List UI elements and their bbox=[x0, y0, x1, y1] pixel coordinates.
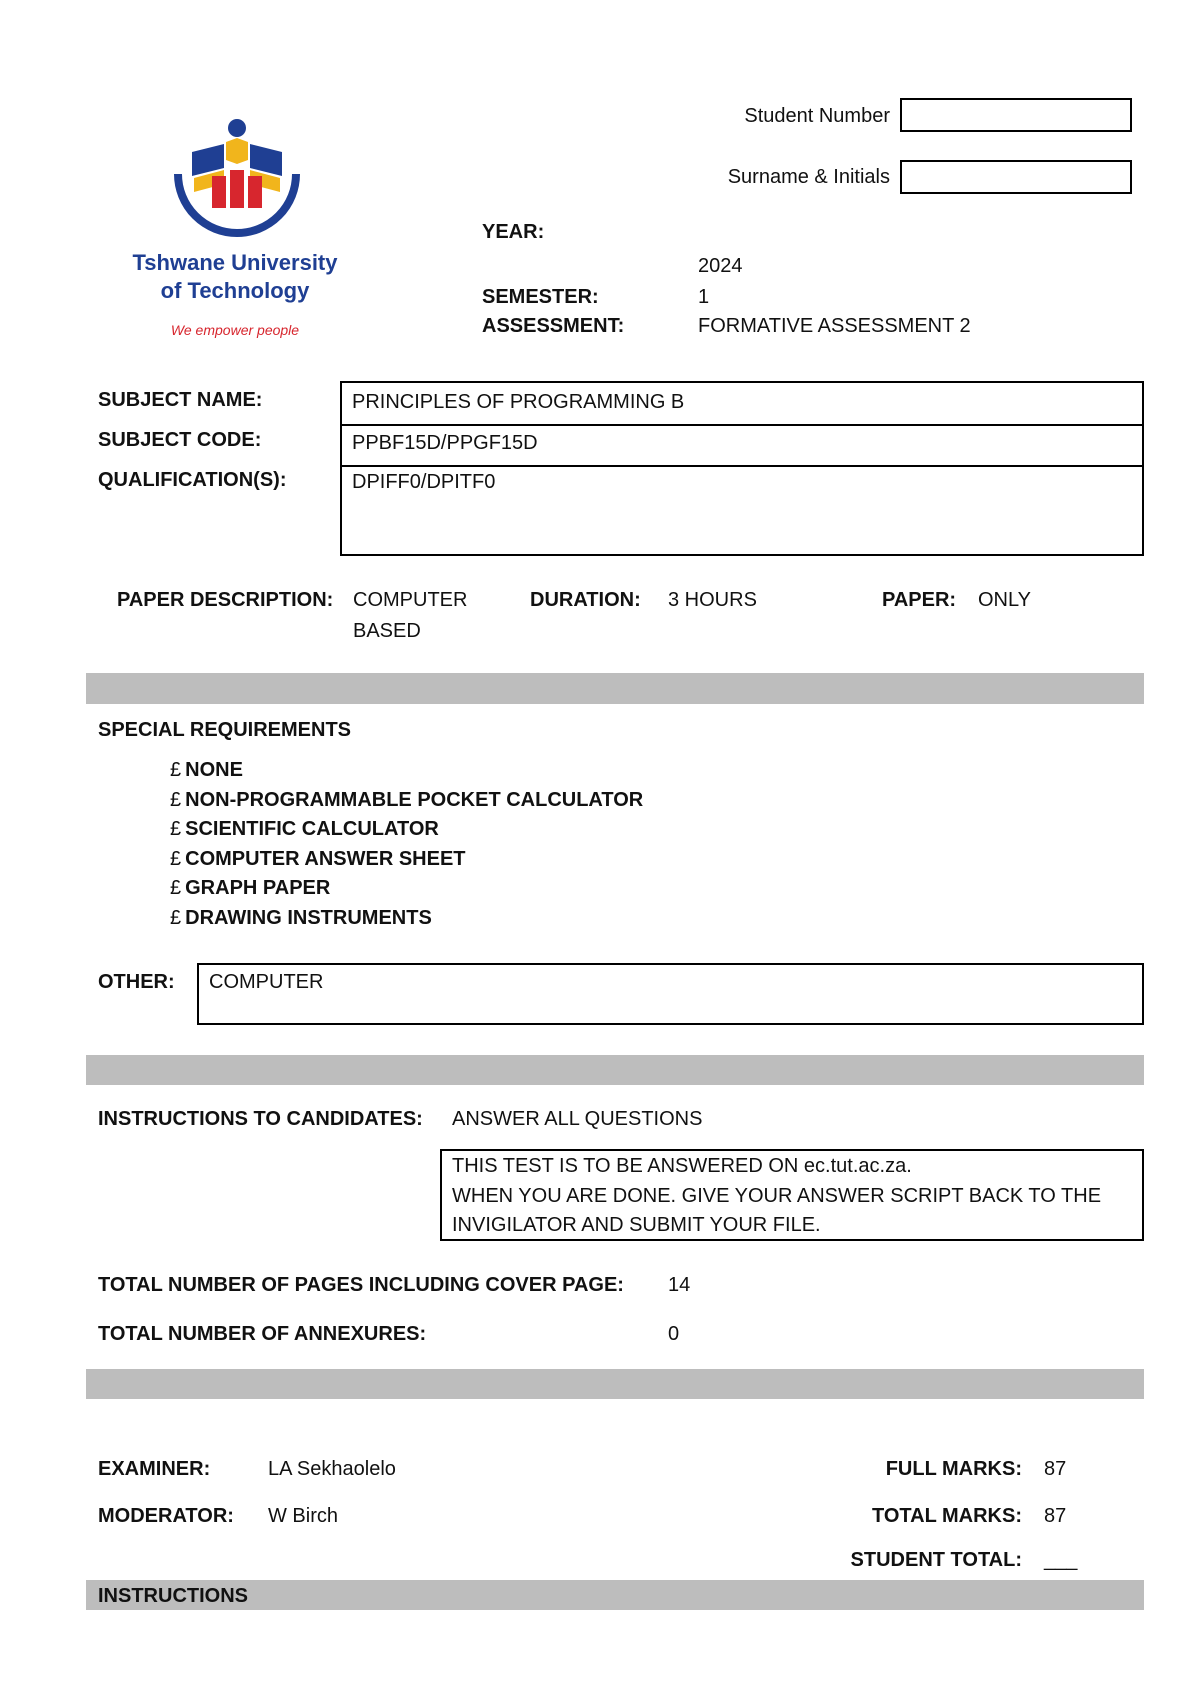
moderator-label: MODERATOR: bbox=[98, 1505, 234, 1527]
total-marks-value: 87 bbox=[1044, 1505, 1067, 1527]
university-tagline: We empower people bbox=[170, 322, 300, 338]
semester-value: 1 bbox=[698, 286, 710, 308]
checkbox-bullet: £ bbox=[170, 818, 182, 840]
surname-field[interactable] bbox=[900, 160, 1132, 194]
other-label: OTHER: bbox=[98, 971, 175, 993]
section-divider-3 bbox=[86, 1369, 1144, 1399]
instructions-box-line3: INVIGILATOR AND SUBMIT YOUR FILE. bbox=[452, 1214, 821, 1236]
qualification-value: DPIFF0/DPITF0 bbox=[352, 471, 496, 493]
subject-code-value: PPBF15D/PPGF15D bbox=[352, 432, 538, 454]
section-divider-1 bbox=[86, 673, 1144, 704]
instructions-box-line1: THIS TEST IS TO BE ANSWERED ON ec.tut.ac.za. bbox=[452, 1155, 912, 1177]
requirement-item bbox=[170, 815, 643, 845]
moderator-value: W Birch bbox=[268, 1505, 338, 1527]
checkbox-bullet: £ bbox=[170, 788, 182, 811]
total-pages-label: TOTAL NUMBER OF PAGES INCLUDING COVER PAGE: bbox=[98, 1274, 624, 1296]
instructions-main: ANSWER ALL QUESTIONS bbox=[452, 1108, 703, 1130]
surname-label: Surname & Initials bbox=[727, 166, 890, 188]
checkbox-bullet: £ bbox=[170, 906, 182, 929]
requirement-item bbox=[170, 845, 643, 875]
student-total-value[interactable]: ___ bbox=[1044, 1549, 1078, 1571]
year-label: YEAR: bbox=[482, 221, 545, 243]
other-box bbox=[197, 963, 1144, 1025]
requirement-label: NONE bbox=[185, 759, 243, 781]
checkbox-bullet: £ bbox=[170, 877, 182, 899]
requirement-label: DRAWING INSTRUMENTS bbox=[185, 906, 432, 929]
requirement-item bbox=[170, 756, 643, 786]
paper-description-line2: BASED bbox=[353, 620, 421, 642]
student-total-label: STUDENT TOTAL: bbox=[850, 1549, 1022, 1571]
checkbox-bullet: £ bbox=[170, 847, 182, 870]
university-name-line1: Tshwane University bbox=[132, 250, 338, 275]
examiner-label: EXAMINER: bbox=[98, 1458, 211, 1480]
subject-table bbox=[340, 381, 1144, 556]
total-pages-value: 14 bbox=[668, 1274, 691, 1296]
semester-label: SEMESTER: bbox=[482, 286, 599, 308]
subject-name-value: PRINCIPLES OF PROGRAMMING B bbox=[352, 391, 685, 413]
full-marks-label: FULL MARKS: bbox=[885, 1458, 1022, 1480]
instructions-box bbox=[440, 1149, 1144, 1241]
requirements-list bbox=[170, 756, 643, 933]
year-value: 2024 bbox=[698, 255, 743, 277]
requirement-label: SCIENTIFIC CALCULATOR bbox=[185, 818, 439, 840]
assessment-label: ASSESSMENT: bbox=[482, 315, 625, 337]
student-number-field[interactable] bbox=[900, 98, 1132, 132]
university-logo bbox=[168, 114, 306, 242]
university-name-line2: of Technology bbox=[160, 278, 310, 303]
special-requirements-title: SPECIAL REQUIREMENTS bbox=[98, 719, 351, 741]
paper-description-line1: COMPUTER bbox=[353, 589, 468, 611]
checkbox-bullet: £ bbox=[170, 759, 182, 781]
assessment-value: FORMATIVE ASSESSMENT 2 bbox=[698, 315, 971, 337]
student-number-label: Student Number bbox=[744, 105, 890, 127]
full-marks-value: 87 bbox=[1044, 1458, 1067, 1480]
requirement-label: COMPUTER ANSWER SHEET bbox=[185, 847, 466, 870]
requirement-label: NON-PROGRAMMABLE POCKET CALCULATOR bbox=[185, 788, 644, 811]
paper-value: ONLY bbox=[978, 589, 1031, 611]
paper-label: PAPER: bbox=[882, 589, 957, 611]
other-value: COMPUTER bbox=[209, 971, 324, 993]
instructions-box-line2: WHEN YOU ARE DONE. GIVE YOUR ANSWER SCRIPT BACK TO THE bbox=[452, 1184, 1102, 1207]
requirement-label: GRAPH PAPER bbox=[185, 877, 331, 899]
instructions-heading: INSTRUCTIONS bbox=[98, 1585, 248, 1607]
total-marks-label: TOTAL MARKS: bbox=[872, 1505, 1022, 1527]
duration-value: 3 HOURS bbox=[668, 589, 757, 611]
subject-name-label: SUBJECT NAME: bbox=[98, 389, 263, 411]
subject-code-label: SUBJECT CODE: bbox=[98, 429, 262, 451]
section-divider-2 bbox=[86, 1055, 1144, 1085]
instructions-heading-band bbox=[86, 1580, 1144, 1610]
instructions-label: INSTRUCTIONS TO CANDIDATES: bbox=[98, 1108, 423, 1130]
requirement-item bbox=[170, 786, 643, 816]
examiner-value: LA Sekhaolelo bbox=[268, 1458, 396, 1480]
requirement-item bbox=[170, 904, 643, 934]
total-annexures-value: 0 bbox=[668, 1323, 680, 1345]
requirement-item bbox=[170, 874, 643, 904]
qualification-label: QUALIFICATION(S): bbox=[98, 469, 287, 491]
paper-description-label: PAPER DESCRIPTION: bbox=[117, 589, 334, 611]
total-annexures-label: TOTAL NUMBER OF ANNEXURES: bbox=[98, 1323, 427, 1345]
duration-label: DURATION: bbox=[530, 589, 641, 611]
